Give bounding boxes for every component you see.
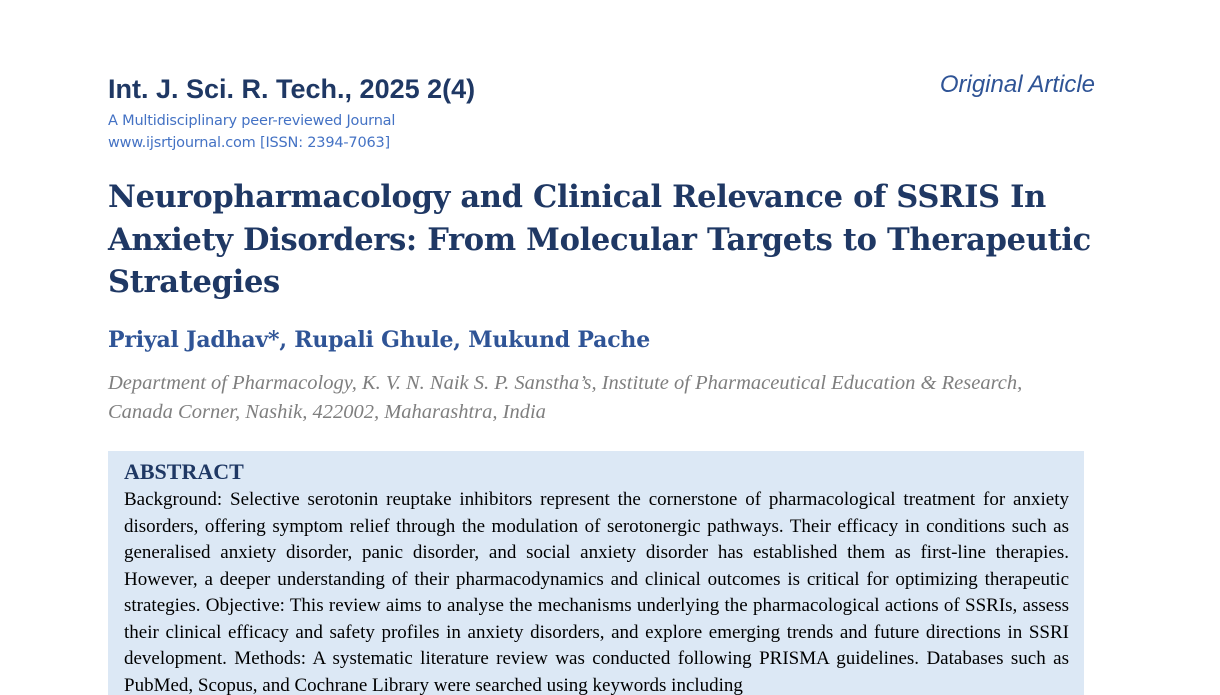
author-affiliation: Department of Pharmacology, K. V. N. Naik S. P. Sanstha’s, Institute of Pharmaceutical Education & Research, Canada Corner, Nashik, 422002, Maharashtra, India <box>108 372 1023 423</box>
abstract-section <box>108 451 1084 695</box>
abstract-heading: ABSTRACT <box>124 459 244 484</box>
article-title: Neuropharmacology and Clinical Relevance of SSRIS In Anxiety Disorders: From Molecular Targets to Therapeutic Strategies <box>108 179 1091 300</box>
journal-website: www.ijsrtjournal.com [ISSN: 2394-7063] <box>108 135 390 151</box>
abstract-body: Background: Selective serotonin reuptake inhibitors represent the cornerstone of pharmacological treatment for anxiety disorders, offering symptom relief through the modulation of serotonergic pathways. Their efficacy in conditions such as generalised anxiety disorder, panic disorder, and social anxiety disorder has established them as first-line therapies. However, a deeper understanding of their pharmacodynamics and clinical outcomes is critical for optimizing therapeutic strategies. Objective: This review aims to analyse the mechanisms underlying the pharmacological actions of SSRIs, assess their clinical efficacy and safety profiles in anxiety disorders, and explore emerging trends and future directions in SSRI development. Methods: A systematic literature review was conducted following PRISMA guidelines. Databases such as PubMed, Scopus, and Cochrane Library were searched using keywords including <box>124 489 1069 695</box>
author-list: Priyal Jadhav*, Rupali Ghule, Mukund Pache <box>108 327 651 353</box>
journal-subtitle: A Multidisciplinary peer-reviewed Journal <box>108 113 396 129</box>
article-type-label: Original Article <box>939 71 1095 98</box>
journal-title: Int. J. Sci. R. Tech., 2025 2(4) <box>108 74 476 104</box>
